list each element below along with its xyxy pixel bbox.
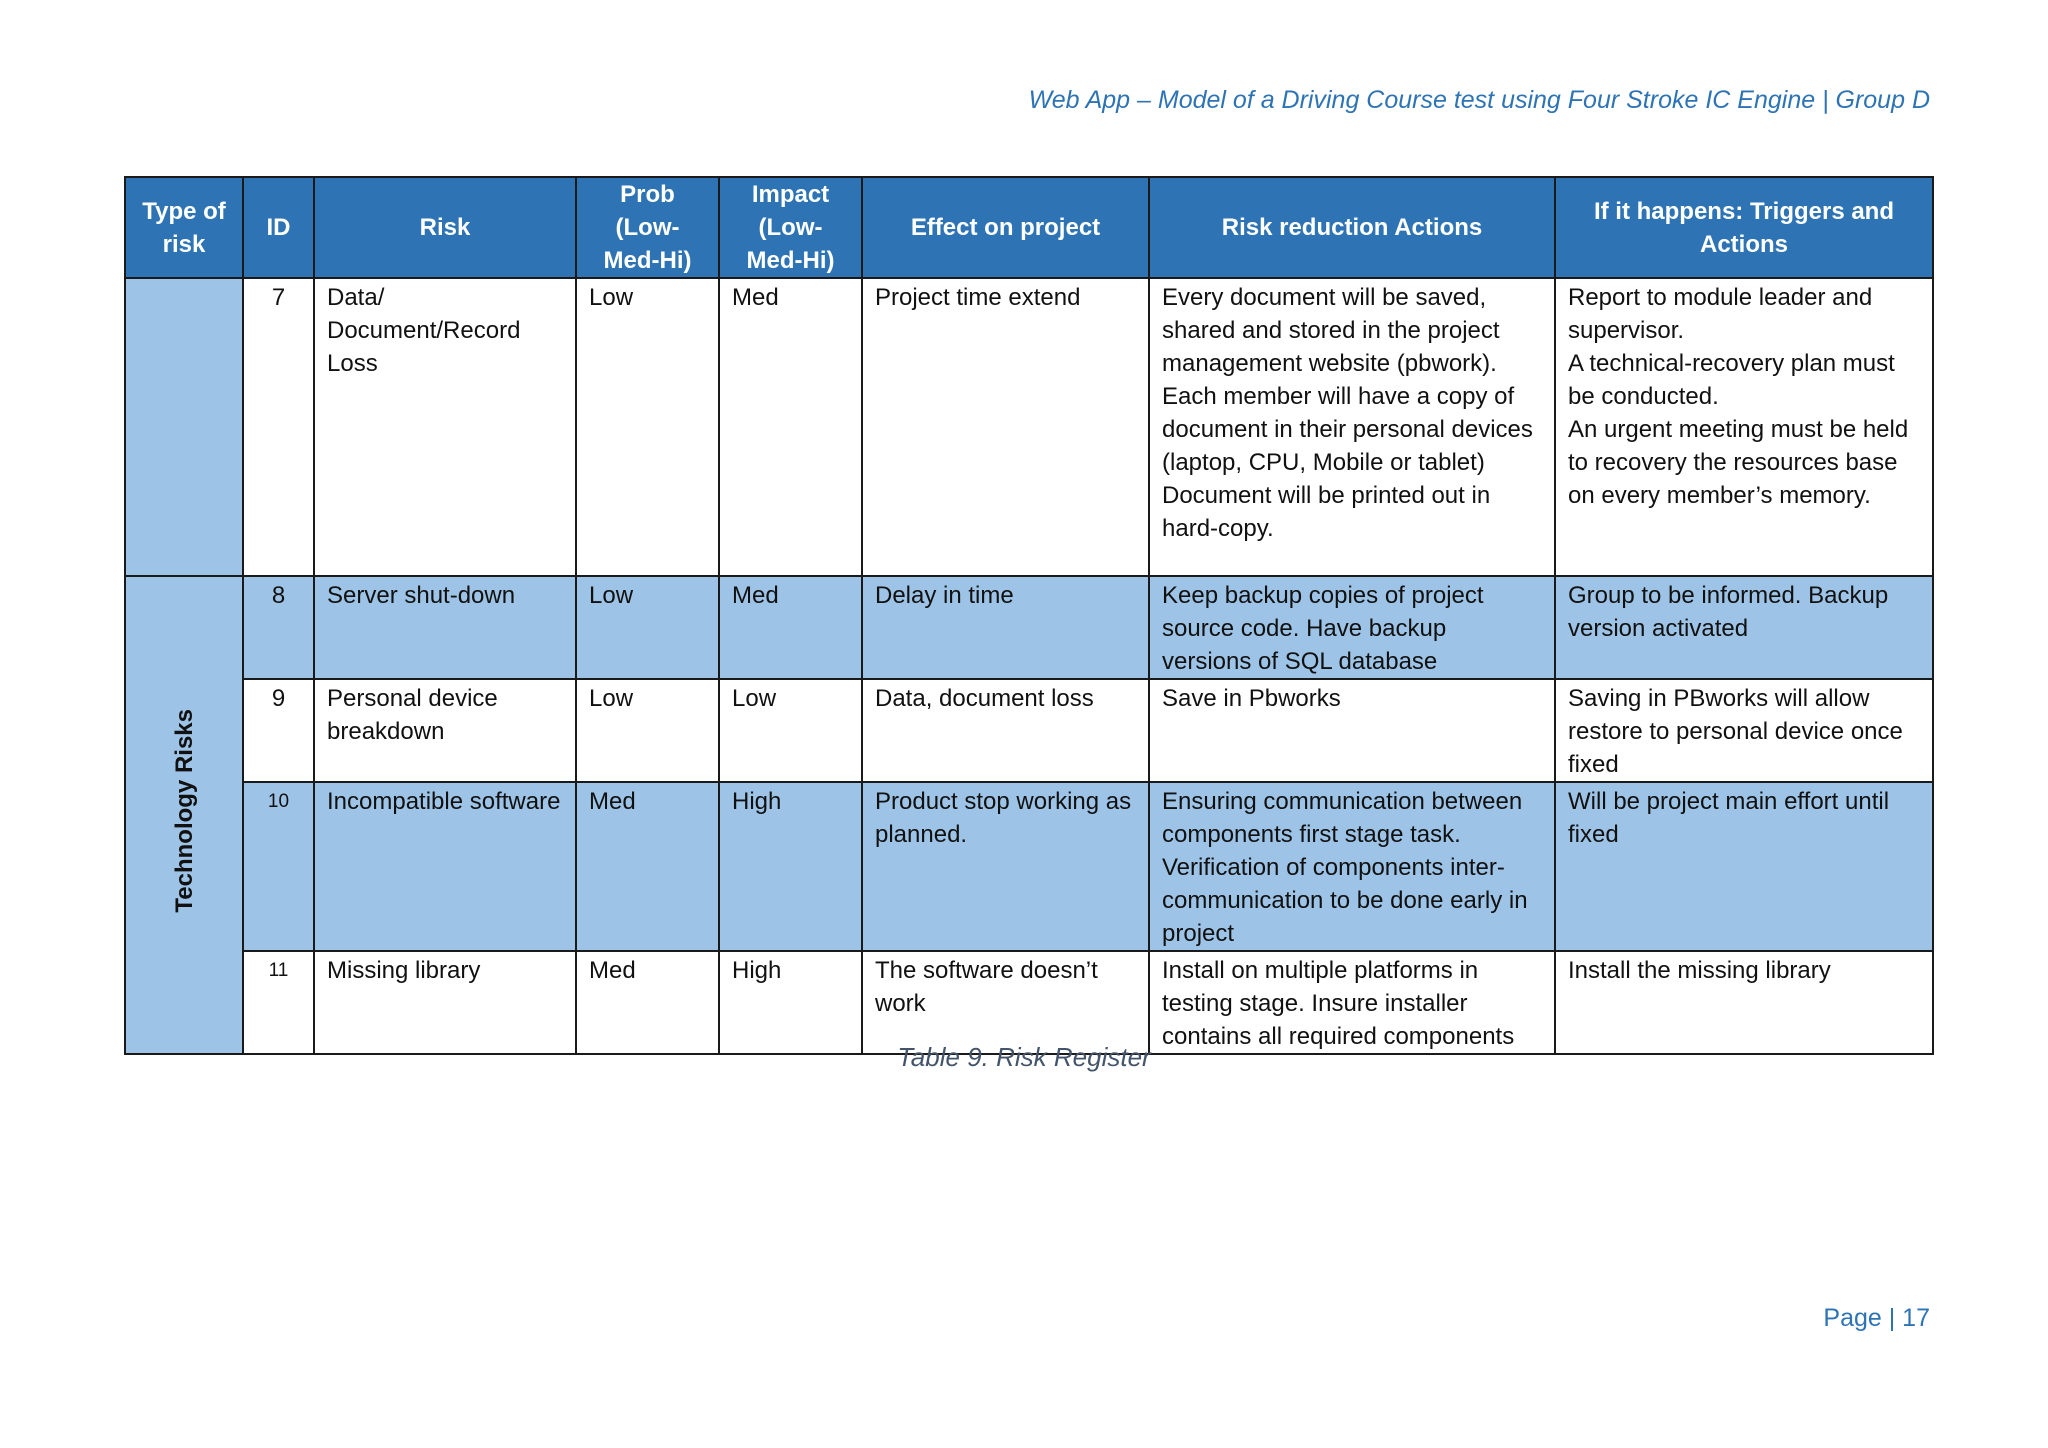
risk-group-label: Technology Risks	[170, 708, 198, 913]
header-id: ID	[243, 177, 314, 278]
risk-triggers-line: A technical-recovery plan must be conducted.	[1568, 350, 1895, 410]
table-row	[125, 278, 1933, 576]
risk-name-line: Data/	[327, 284, 385, 311]
risk-reduction: Keep backup copies of project source code. Have backup versions of SQL database	[1149, 576, 1555, 679]
risk-effect: Project time extend	[862, 278, 1149, 576]
header-probability-line-3: Med-Hi)	[603, 247, 692, 274]
risk-id: 8	[243, 576, 314, 679]
risk-reduction: Install on multiple platforms in testing stage. Insure installer contains all required components	[1149, 951, 1555, 1054]
risk-reduction	[1149, 278, 1555, 576]
risk-reduction	[1149, 782, 1555, 951]
table-row	[125, 679, 1933, 782]
risk-name: Incompatible software	[314, 782, 576, 951]
risk-effect: Delay in time	[862, 576, 1149, 679]
risk-name-line: Loss	[327, 350, 378, 377]
risk-id: 7	[243, 278, 314, 576]
risk-triggers-line: An urgent meeting must be held to recovery the resources base on every member’s memory.	[1568, 416, 1909, 509]
risk-name	[314, 278, 576, 576]
header-probability-line-2: (Low-	[615, 214, 680, 241]
risk-name-line: Document/Record	[327, 317, 521, 344]
risk-impact: High	[719, 951, 862, 1054]
risk-effect: Data, document loss	[862, 679, 1149, 782]
header-risk-reduction-actions: Risk reduction Actions	[1149, 177, 1555, 278]
risk-probability: Med	[576, 951, 719, 1054]
header-impact-line-3: Med-Hi)	[746, 247, 835, 274]
risk-reduction-line: Every document will be saved, shared and stored in the project management website (pbwork).	[1162, 284, 1500, 377]
risk-impact: Med	[719, 576, 862, 679]
type-cell-empty	[125, 278, 243, 576]
risk-reduction-line: Verification of components inter-communication to be done early in project	[1162, 854, 1528, 947]
risk-probability: Low	[576, 679, 719, 782]
header-impact-line-2: (Low-	[758, 214, 823, 241]
risk-register-table	[124, 176, 1934, 1055]
risk-reduction-line: Each member will have a copy of document in their personal devices (laptop, CPU, Mobile or tablet)	[1162, 383, 1533, 476]
risk-name: Server shut-down	[314, 576, 576, 679]
table-caption: Table 9. Risk Register	[897, 1042, 1151, 1072]
risk-triggers: Saving in PBworks will allow restore to personal device once fixed	[1555, 679, 1933, 782]
header-impact	[719, 177, 862, 278]
risk-group-cell	[125, 576, 243, 1054]
header-probability	[576, 177, 719, 278]
risk-name: Missing library	[314, 951, 576, 1054]
running-header: Web App – Model of a Driving Course test using Four Stroke IC Engine | Group D	[1028, 86, 1930, 114]
risk-id: 10	[243, 782, 314, 951]
header-probability-line-1: Prob	[620, 181, 675, 208]
header-type-of-risk: Type of risk	[125, 177, 243, 278]
header-risk: Risk	[314, 177, 576, 278]
risk-impact: High	[719, 782, 862, 951]
risk-effect: The software doesn’t work	[862, 951, 1149, 1054]
table-row	[125, 576, 1933, 679]
table-row	[125, 951, 1933, 1054]
risk-triggers	[1555, 278, 1933, 576]
table-row	[125, 782, 1933, 951]
risk-impact: Med	[719, 278, 862, 576]
risk-probability: Low	[576, 576, 719, 679]
risk-id: 9	[243, 679, 314, 782]
risk-name: Personal device breakdown	[314, 679, 576, 782]
page-number: Page | 17	[1823, 1304, 1930, 1332]
risk-reduction: Save in Pbworks	[1149, 679, 1555, 782]
risk-impact: Low	[719, 679, 862, 782]
risk-reduction-line: Ensuring communication between components first stage task.	[1162, 788, 1523, 848]
risk-triggers: Will be project main effort until fixed	[1555, 782, 1933, 951]
table-header-row	[125, 177, 1933, 278]
risk-effect: Product stop working as planned.	[862, 782, 1149, 951]
risk-probability: Med	[576, 782, 719, 951]
risk-triggers-line: Report to module leader and supervisor.	[1568, 284, 1873, 344]
risk-triggers: Install the missing library	[1555, 951, 1933, 1054]
risk-id: 11	[243, 951, 314, 1054]
header-impact-line-1: Impact	[751, 181, 830, 208]
header-effect-on-project: Effect on project	[862, 177, 1149, 278]
risk-triggers: Group to be informed. Backup version activated	[1555, 576, 1933, 679]
risk-probability: Low	[576, 278, 719, 576]
header-triggers-and-actions: If it happens: Triggers and Actions	[1555, 177, 1933, 278]
risk-reduction-line: Document will be printed out in hard-copy.	[1162, 482, 1491, 542]
